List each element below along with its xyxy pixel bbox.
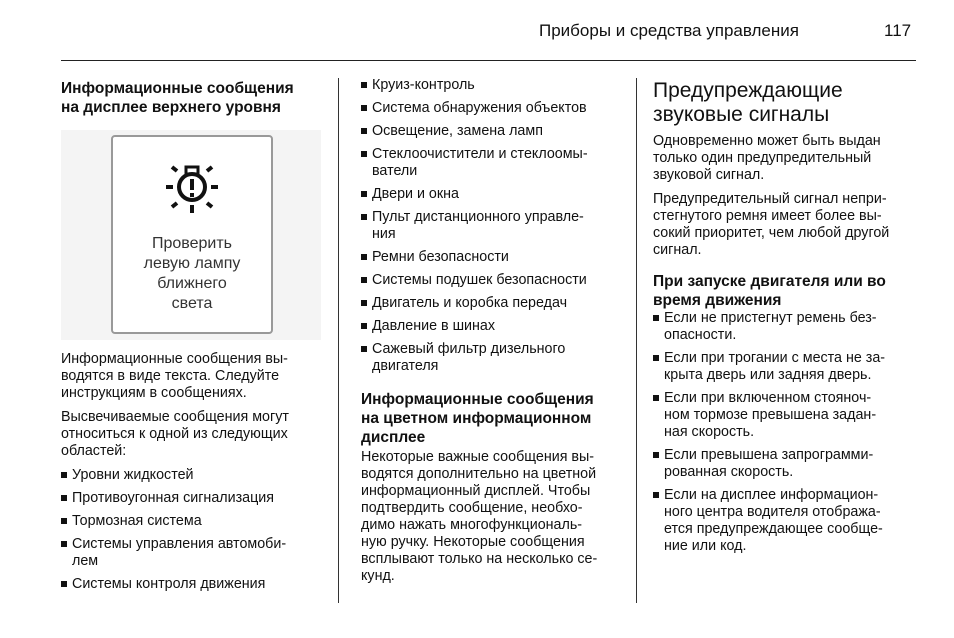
section-heading: Информационные сообщения на цветном информационном дисплее (361, 391, 594, 446)
list-item: Если при включенном стояноч- ном тормозе превышена задан- ная скорость. (653, 390, 918, 441)
paragraph: Некоторые важные сообщения вы- водятся дополнительно на цветной информационный дисплей. Чтобы подтвердить сообщение, необхо- димо нажать многофункциональ- ную ручку. Некоторые сообщения всплывают только на несколько се- кунд. (361, 449, 598, 584)
column-1-body (61, 351, 323, 599)
list-item: Система обнаружения объектов (361, 100, 623, 117)
display-figure (61, 130, 321, 340)
chapter-title: Предупреждающие звуковые сигналы (653, 79, 843, 126)
page-number: 117 (884, 21, 912, 40)
column-divider (636, 78, 637, 603)
list-item: Пульт дистанционного управле- ния (361, 209, 623, 243)
paragraph: Одновременно может быть выдан только один предупредительный звуковой сигнал. (653, 133, 881, 183)
list-item: Системы контроля движения (61, 576, 323, 593)
list-item: Стеклоочистители и стеклоомы- ватели (361, 146, 623, 180)
section-heading: Информационные сообщения на дисплее верхнего уровня (61, 80, 294, 116)
list-item: Сажевый фильтр дизельного двигателя (361, 341, 623, 375)
list-item: Если превышена запрограмми- рованная скорость. (653, 447, 918, 481)
list-item: Двери и окна (361, 186, 623, 203)
list-item: Давление в шинах (361, 318, 623, 335)
list-item: Если не пристегнут ремень без- опасности. (653, 310, 918, 344)
section-heading: При запуске двигателя или во время движения (653, 273, 886, 309)
list-item: Тормозная система (61, 513, 323, 530)
list-item: Если на дисплее информацион- ного центра водителя отобража- ется предупреждающее сообще- ние или код. (653, 487, 918, 555)
column-3 (653, 79, 918, 561)
column-2 (361, 77, 623, 592)
list-item: Системы управления автомоби- лем (61, 536, 323, 570)
list-item: Двигатель и коробка передач (361, 295, 623, 312)
bullet-list (61, 467, 323, 593)
bullet-list (653, 310, 918, 555)
column-divider (338, 78, 339, 603)
low-beam-warning-icon (162, 155, 222, 215)
display-message: Проверить левую лампу ближнего света (143, 235, 241, 312)
bullet-list (361, 77, 623, 375)
list-item: Круиз-контроль (361, 77, 623, 94)
list-item: Противоугонная сигнализация (61, 490, 323, 507)
paragraph: Высвечиваемые сообщения могут относиться к одной из следующих областей: (61, 409, 289, 459)
list-item: Ремни безопасности (361, 249, 623, 266)
display-panel (111, 135, 273, 334)
list-item: Если при трогании с места не за- крыта дверь или задняя дверь. (653, 350, 918, 384)
list-item: Системы подушек безопасности (361, 272, 623, 289)
header-rule (61, 60, 916, 61)
paragraph: Информационные сообщения вы- водятся в виде текста. Следуйте инструкциям в сообщениях. (61, 351, 288, 401)
column-1 (61, 79, 323, 121)
paragraph: Предупредительный сигнал непри- стегнутого ремня имеет более вы- сокий приоритет, чем любой другой сигнал. (653, 191, 890, 258)
list-item: Освещение, замена ламп (361, 123, 623, 140)
list-item: Уровни жидкостей (61, 467, 323, 484)
section-title: Приборы и средства управления (539, 21, 799, 40)
